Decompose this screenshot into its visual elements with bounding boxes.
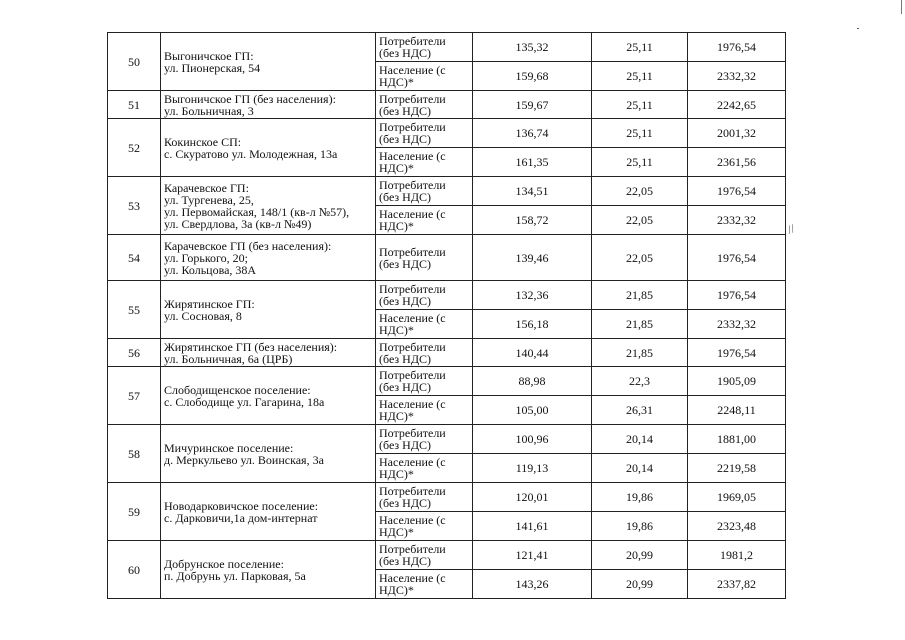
consumer-category — [376, 367, 473, 396]
tariff-value-3: 2332,32 — [688, 310, 786, 339]
tariff-value-2: 25,11 — [592, 33, 688, 62]
category-line: Потребители — [379, 426, 446, 440]
tariff-value-3: 2001,32 — [688, 119, 786, 148]
tariff-value-3: 1976,54 — [688, 177, 786, 206]
consumer-category — [376, 454, 473, 483]
category-line: Потребители — [379, 484, 446, 498]
address-line: Новодарковичское поселение: — [164, 498, 319, 513]
address-line: Мичуринское поселение: — [164, 440, 294, 455]
category-line: НДС)* — [379, 161, 414, 175]
consumer-category — [376, 483, 473, 512]
tariff-value-2: 21,85 — [592, 281, 688, 310]
tariff-value-3: 2332,32 — [688, 206, 786, 235]
category-line: (без НДС) — [379, 190, 432, 204]
consumer-category — [376, 206, 473, 235]
category-line: Население (с — [379, 571, 446, 585]
address-line: с. Слободище ул. Гагарина, 18а — [164, 394, 325, 409]
row-number: 60 — [108, 541, 161, 599]
category-line: НДС)* — [379, 467, 414, 481]
category-line: НДС)* — [379, 323, 414, 337]
table-row — [108, 339, 786, 367]
address-line: ул. Сосновая, 8 — [164, 308, 242, 323]
row-number: 51 — [108, 91, 161, 119]
category-line: НДС)* — [379, 75, 414, 89]
tariff-value-1: 161,35 — [473, 148, 592, 177]
tariff-value-3: 2248,11 — [688, 396, 786, 425]
address-line: Карачевское ГП: — [164, 180, 249, 195]
consumer-category — [376, 310, 473, 339]
category-line: (без НДС) — [379, 103, 432, 118]
consumer-category — [376, 281, 473, 310]
category-line: Потребители — [379, 120, 446, 134]
address-line: ул. Первомайская, 148/1 (кв-л №57), — [164, 204, 350, 219]
address-line: с. Скуратово ул. Молодежная, 13а — [164, 146, 338, 161]
settlement-address — [161, 119, 376, 177]
category-line: Потребители — [379, 368, 446, 382]
category-line: Население (с — [379, 513, 446, 527]
category-line: Потребители — [379, 339, 446, 354]
table-row — [108, 177, 786, 206]
tariff-value-1: 120,01 — [473, 483, 592, 512]
tariff-value-2: 20,14 — [592, 454, 688, 483]
row-number: 53 — [108, 177, 161, 235]
tariff-value-1: 159,68 — [473, 62, 592, 91]
category-line: Потребители — [379, 542, 446, 556]
tariff-value-1: 132,36 — [473, 281, 592, 310]
table-row — [108, 281, 786, 310]
tariff-value-1: 139,46 — [473, 235, 592, 281]
settlement-address — [161, 541, 376, 599]
category-line: Население (с — [379, 149, 446, 163]
tariff-value-2: 25,11 — [592, 148, 688, 177]
settlement-address — [161, 483, 376, 541]
address-line: Кокинское СП: — [164, 134, 242, 149]
settlement-address — [161, 367, 376, 425]
consumer-category — [376, 570, 473, 599]
table-row — [108, 235, 786, 281]
tariff-value-3: 2337,82 — [688, 570, 786, 599]
tariff-value-2: 21,85 — [592, 339, 688, 367]
settlement-address — [161, 235, 376, 281]
tariff-value-3: 1976,54 — [688, 235, 786, 281]
tariff-value-1: 121,41 — [473, 541, 592, 570]
tariff-value-1: 119,13 — [473, 454, 592, 483]
tariff-value-1: 156,18 — [473, 310, 592, 339]
tariff-value-2: 25,11 — [592, 62, 688, 91]
category-line: (без НДС) — [379, 496, 432, 510]
tariff-value-1: 141,61 — [473, 512, 592, 541]
settlement-address — [161, 281, 376, 339]
address-line: ул. Больничная, 6а (ЦРБ) — [164, 351, 293, 366]
tariff-value-1: 88,98 — [473, 367, 592, 396]
tariff-value-2: 20,99 — [592, 541, 688, 570]
tariff-value-3: 1969,05 — [688, 483, 786, 512]
tariff-value-2: 22,05 — [592, 177, 688, 206]
table-row — [108, 33, 786, 62]
tariff-value-3: 2361,56 — [688, 148, 786, 177]
tariff-value-1: 100,96 — [473, 425, 592, 454]
address-line: ул. Тургенева, 25, — [164, 192, 254, 207]
tariff-value-2: 21,85 — [592, 310, 688, 339]
row-number: 52 — [108, 119, 161, 177]
category-line: (без НДС) — [379, 132, 432, 146]
address-line: Слободищенское поселение: — [164, 382, 311, 397]
table-row — [108, 119, 786, 148]
address-line: ул. Кольцова, 38А — [164, 262, 257, 277]
settlement-address — [161, 339, 376, 367]
row-number: 56 — [108, 339, 161, 367]
tariff-value-3: 1976,54 — [688, 339, 786, 367]
tariff-table — [107, 32, 786, 599]
row-number: 57 — [108, 367, 161, 425]
tariff-value-3: 2242,65 — [688, 91, 786, 119]
category-line: Население (с — [379, 397, 446, 411]
settlement-address — [161, 33, 376, 91]
category-line: НДС)* — [379, 219, 414, 233]
consumer-category — [376, 235, 473, 281]
tariff-value-2: 22,05 — [592, 235, 688, 281]
tariff-value-1: 134,51 — [473, 177, 592, 206]
tariff-value-3: 2323,48 — [688, 512, 786, 541]
tariff-table-body — [108, 33, 786, 599]
table-row — [108, 425, 786, 454]
category-line: НДС)* — [379, 525, 414, 539]
scan-handwritten-mark: // — [785, 221, 797, 237]
scan-edge-mark — [901, 0, 902, 14]
category-line: Потребители — [379, 91, 446, 106]
category-line: Население (с — [379, 311, 446, 325]
tariff-value-2: 22,3 — [592, 367, 688, 396]
tariff-value-3: 1881,00 — [688, 425, 786, 454]
category-line: Население (с — [379, 63, 446, 77]
tariff-value-3: 1905,09 — [688, 367, 786, 396]
row-number: 59 — [108, 483, 161, 541]
tariff-value-2: 19,86 — [592, 512, 688, 541]
tariff-value-1: 140,44 — [473, 339, 592, 367]
tariff-value-2: 20,99 — [592, 570, 688, 599]
tariff-value-3: 1976,54 — [688, 281, 786, 310]
category-line: Население (с — [379, 455, 446, 469]
row-number: 54 — [108, 235, 161, 281]
tariff-value-3: 1981,2 — [688, 541, 786, 570]
tariff-value-3: 1976,54 — [688, 33, 786, 62]
consumer-category — [376, 119, 473, 148]
category-line: (без НДС) — [379, 294, 432, 308]
settlement-address — [161, 425, 376, 483]
settlement-address — [161, 91, 376, 119]
table-row — [108, 541, 786, 570]
address-line: ул. Пионерская, 54 — [164, 60, 261, 75]
category-line: (без НДС) — [379, 554, 432, 568]
tariff-value-3: 2332,32 — [688, 62, 786, 91]
tariff-value-2: 20,14 — [592, 425, 688, 454]
tariff-value-2: 26,31 — [592, 396, 688, 425]
row-number: 58 — [108, 425, 161, 483]
category-line: Население (с — [379, 207, 446, 221]
table-row — [108, 367, 786, 396]
address-line: с. Дарковичи,1а дом-интернат — [164, 510, 318, 525]
consumer-category — [376, 339, 473, 367]
category-line: НДС)* — [379, 583, 414, 597]
tariff-value-2: 22,05 — [592, 206, 688, 235]
consumer-category — [376, 396, 473, 425]
consumer-category — [376, 62, 473, 91]
consumer-category — [376, 148, 473, 177]
category-line: Потребители — [379, 282, 446, 296]
address-line: ул. Свердлова, 3а (кв-л №49) — [164, 216, 312, 231]
category-line: Потребители — [379, 178, 446, 192]
consumer-category — [376, 541, 473, 570]
tariff-value-1: 135,32 — [473, 33, 592, 62]
category-line: Потребители — [379, 244, 446, 259]
row-number: 50 — [108, 33, 161, 91]
table-row — [108, 91, 786, 119]
consumer-category — [376, 33, 473, 62]
address-line: Жирятинское ГП (без населения): — [164, 339, 338, 354]
address-line: Жирятинское ГП: — [164, 296, 255, 311]
consumer-category — [376, 425, 473, 454]
consumer-category — [376, 512, 473, 541]
category-line: (без НДС) — [379, 351, 432, 366]
address-line: Выгоничское ГП (без населения): — [164, 91, 336, 106]
category-line: (без НДС) — [379, 46, 432, 60]
tariff-value-3: 2219,58 — [688, 454, 786, 483]
category-line: Потребители — [379, 34, 446, 48]
consumer-category — [376, 177, 473, 206]
tariff-value-1: 136,74 — [473, 119, 592, 148]
tariff-value-2: 19,86 — [592, 483, 688, 512]
address-line: п. Добрунь ул. Парковая, 5а — [164, 568, 306, 583]
tariff-value-2: 25,11 — [592, 91, 688, 119]
category-line: (без НДС) — [379, 256, 432, 271]
address-line: ул. Больничная, 3 — [164, 103, 254, 118]
settlement-address — [161, 177, 376, 235]
address-line: Карачевское ГП (без населения): — [164, 238, 332, 253]
address-line: ул. Горького, 20; — [164, 250, 248, 265]
row-number: 55 — [108, 281, 161, 339]
address-line: д. Меркульево ул. Воинская, 3а — [164, 452, 324, 467]
tariff-value-2: 25,11 — [592, 119, 688, 148]
table-row — [108, 483, 786, 512]
address-line: Добрунское поселение: — [164, 556, 284, 571]
category-line: (без НДС) — [379, 438, 432, 452]
scan-dot-mark — [857, 28, 859, 29]
category-line: НДС)* — [379, 409, 414, 423]
tariff-value-1: 143,26 — [473, 570, 592, 599]
tariff-value-1: 159,67 — [473, 91, 592, 119]
category-line: (без НДС) — [379, 380, 432, 394]
consumer-category — [376, 91, 473, 119]
tariff-value-1: 105,00 — [473, 396, 592, 425]
tariff-value-1: 158,72 — [473, 206, 592, 235]
address-line: Выгоничское ГП: — [164, 48, 254, 63]
